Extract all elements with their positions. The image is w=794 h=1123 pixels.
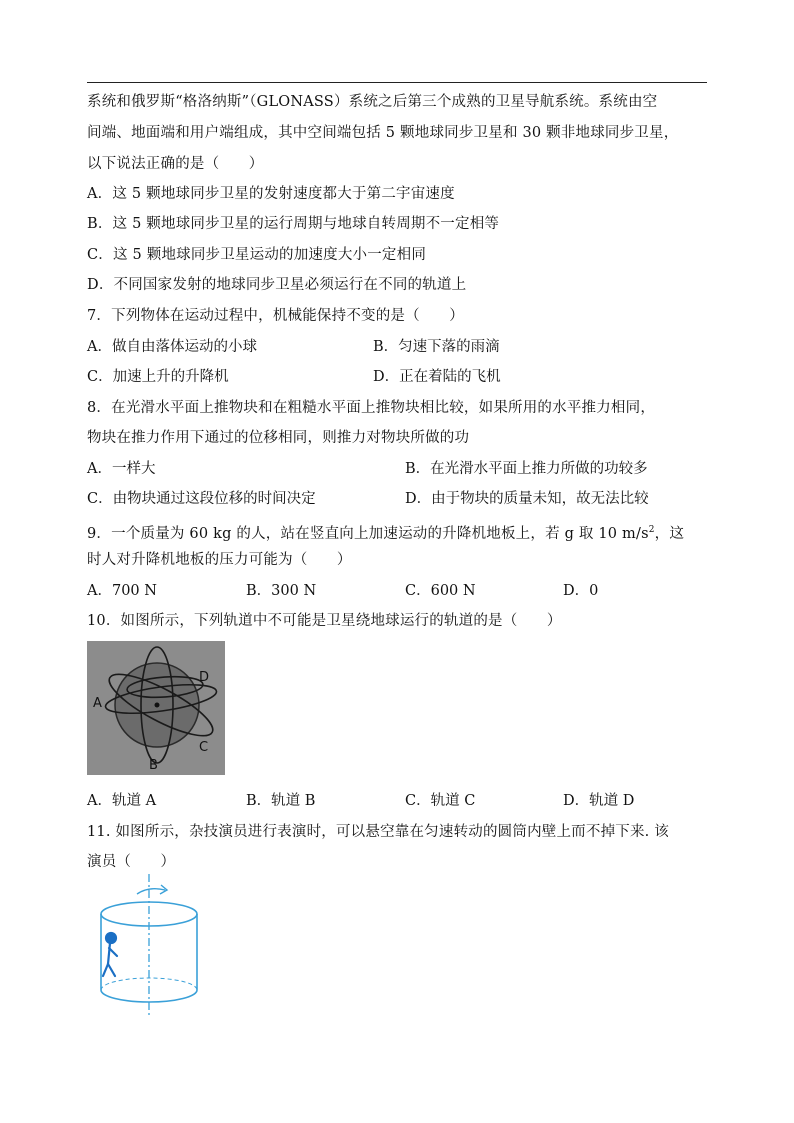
header-rule [87, 82, 707, 83]
q10-option-c: C．轨道 C [405, 793, 476, 809]
performer-icon [103, 933, 117, 976]
label-a: A [93, 696, 102, 711]
q6-option-a: A．这 5 颗地球同步卫星的发射速度都大于第二宇宙速度 [87, 186, 455, 202]
q8-stem-line-1: 8．在光滑水平面上推物块和在粗糙水平面上推物块相比较，如果所用的水平推力相同， [87, 400, 656, 416]
q6-option-b: B．这 5 颗地球同步卫星的运行周期与地球自转周期不一定相等 [87, 216, 500, 232]
q11-stem-line-1: 11. 如图所示，杂技演员进行表演时，可以悬空靠在匀速转动的圆筒内壁上而不掉下来. 该 [87, 824, 669, 840]
q9-stem-line-2: 时人对升降机地板的压力可能为（ ） [87, 552, 352, 568]
label-c: C [199, 740, 209, 755]
q9-stem-line-1 [87, 520, 684, 544]
q6-option-c: C．这 5 颗地球同步卫星运动的加速度大小一定相同 [87, 247, 427, 263]
q7-option-d: D．正在着陆的飞机 [373, 369, 501, 385]
rotating-drum-figure [87, 872, 215, 1020]
q7-option-a: A．做自由落体运动的小球 [87, 339, 257, 355]
q9-option-c: C．600 N [405, 583, 476, 599]
label-d: D [199, 670, 210, 685]
q6-stem-line-1: 系统和俄罗斯“格洛纳斯”（GLONASS）系统之后第三个成熟的卫星导航系统。系统由空 [87, 94, 658, 110]
q9-option-d: D．0 [563, 583, 599, 599]
q6-option-d: D．不同国家发射的地球同步卫星必须运行在不同的轨道上 [87, 277, 467, 293]
q10-option-d: D．轨道 D [563, 793, 635, 809]
label-b: B [149, 758, 158, 773]
q8-option-c: C．由物块通过这段位移的时间决定 [87, 491, 316, 507]
q8-option-d: D．由于物块的质量未知，故无法比较 [405, 491, 649, 507]
orbit-figure [87, 641, 225, 775]
q9-option-a: A．700 N [87, 583, 157, 599]
q7-stem: 7．下列物体在运动过程中，机械能保持不变的是（ ） [87, 308, 464, 324]
q7-option-b: B．匀速下落的雨滴 [373, 339, 500, 355]
earth-center [155, 703, 160, 708]
q6-stem-line-3: 以下说法正确的是（ ） [87, 156, 264, 172]
q7-option-c: C．加速上升的升降机 [87, 369, 229, 385]
q9-superscript: 2 [648, 525, 655, 535]
q9-stem-tail: ，这 [654, 525, 685, 542]
q8-option-a: A．一样大 [87, 461, 156, 477]
q11-stem-line-2: 演员（ ） [87, 854, 176, 870]
q9-stem-text: 9．一个质量为 60 kg 的人，站在竖直向上加速运动的升降机地板上，若 g 取 10 m/s [87, 525, 649, 542]
q9-option-b: B．300 N [246, 583, 317, 599]
q8-option-b: B．在光滑水平面上推力所做的功较多 [405, 461, 648, 477]
q10-stem: 10．如图所示，下列轨道中不可能是卫星绕地球运行的轨道的是（ ） [87, 613, 562, 629]
q6-stem-line-2: 间端、地面端和用户端组成，其中空间端包括 5 颗地球同步卫星和 30 颗非地球同步卫星， [87, 125, 679, 141]
q8-stem-line-2: 物块在推力作用下通过的位移相同，则推力对物块所做的功 [87, 430, 470, 446]
q10-option-b: B．轨道 B [246, 793, 316, 809]
q10-option-a: A．轨道 A [87, 793, 157, 809]
